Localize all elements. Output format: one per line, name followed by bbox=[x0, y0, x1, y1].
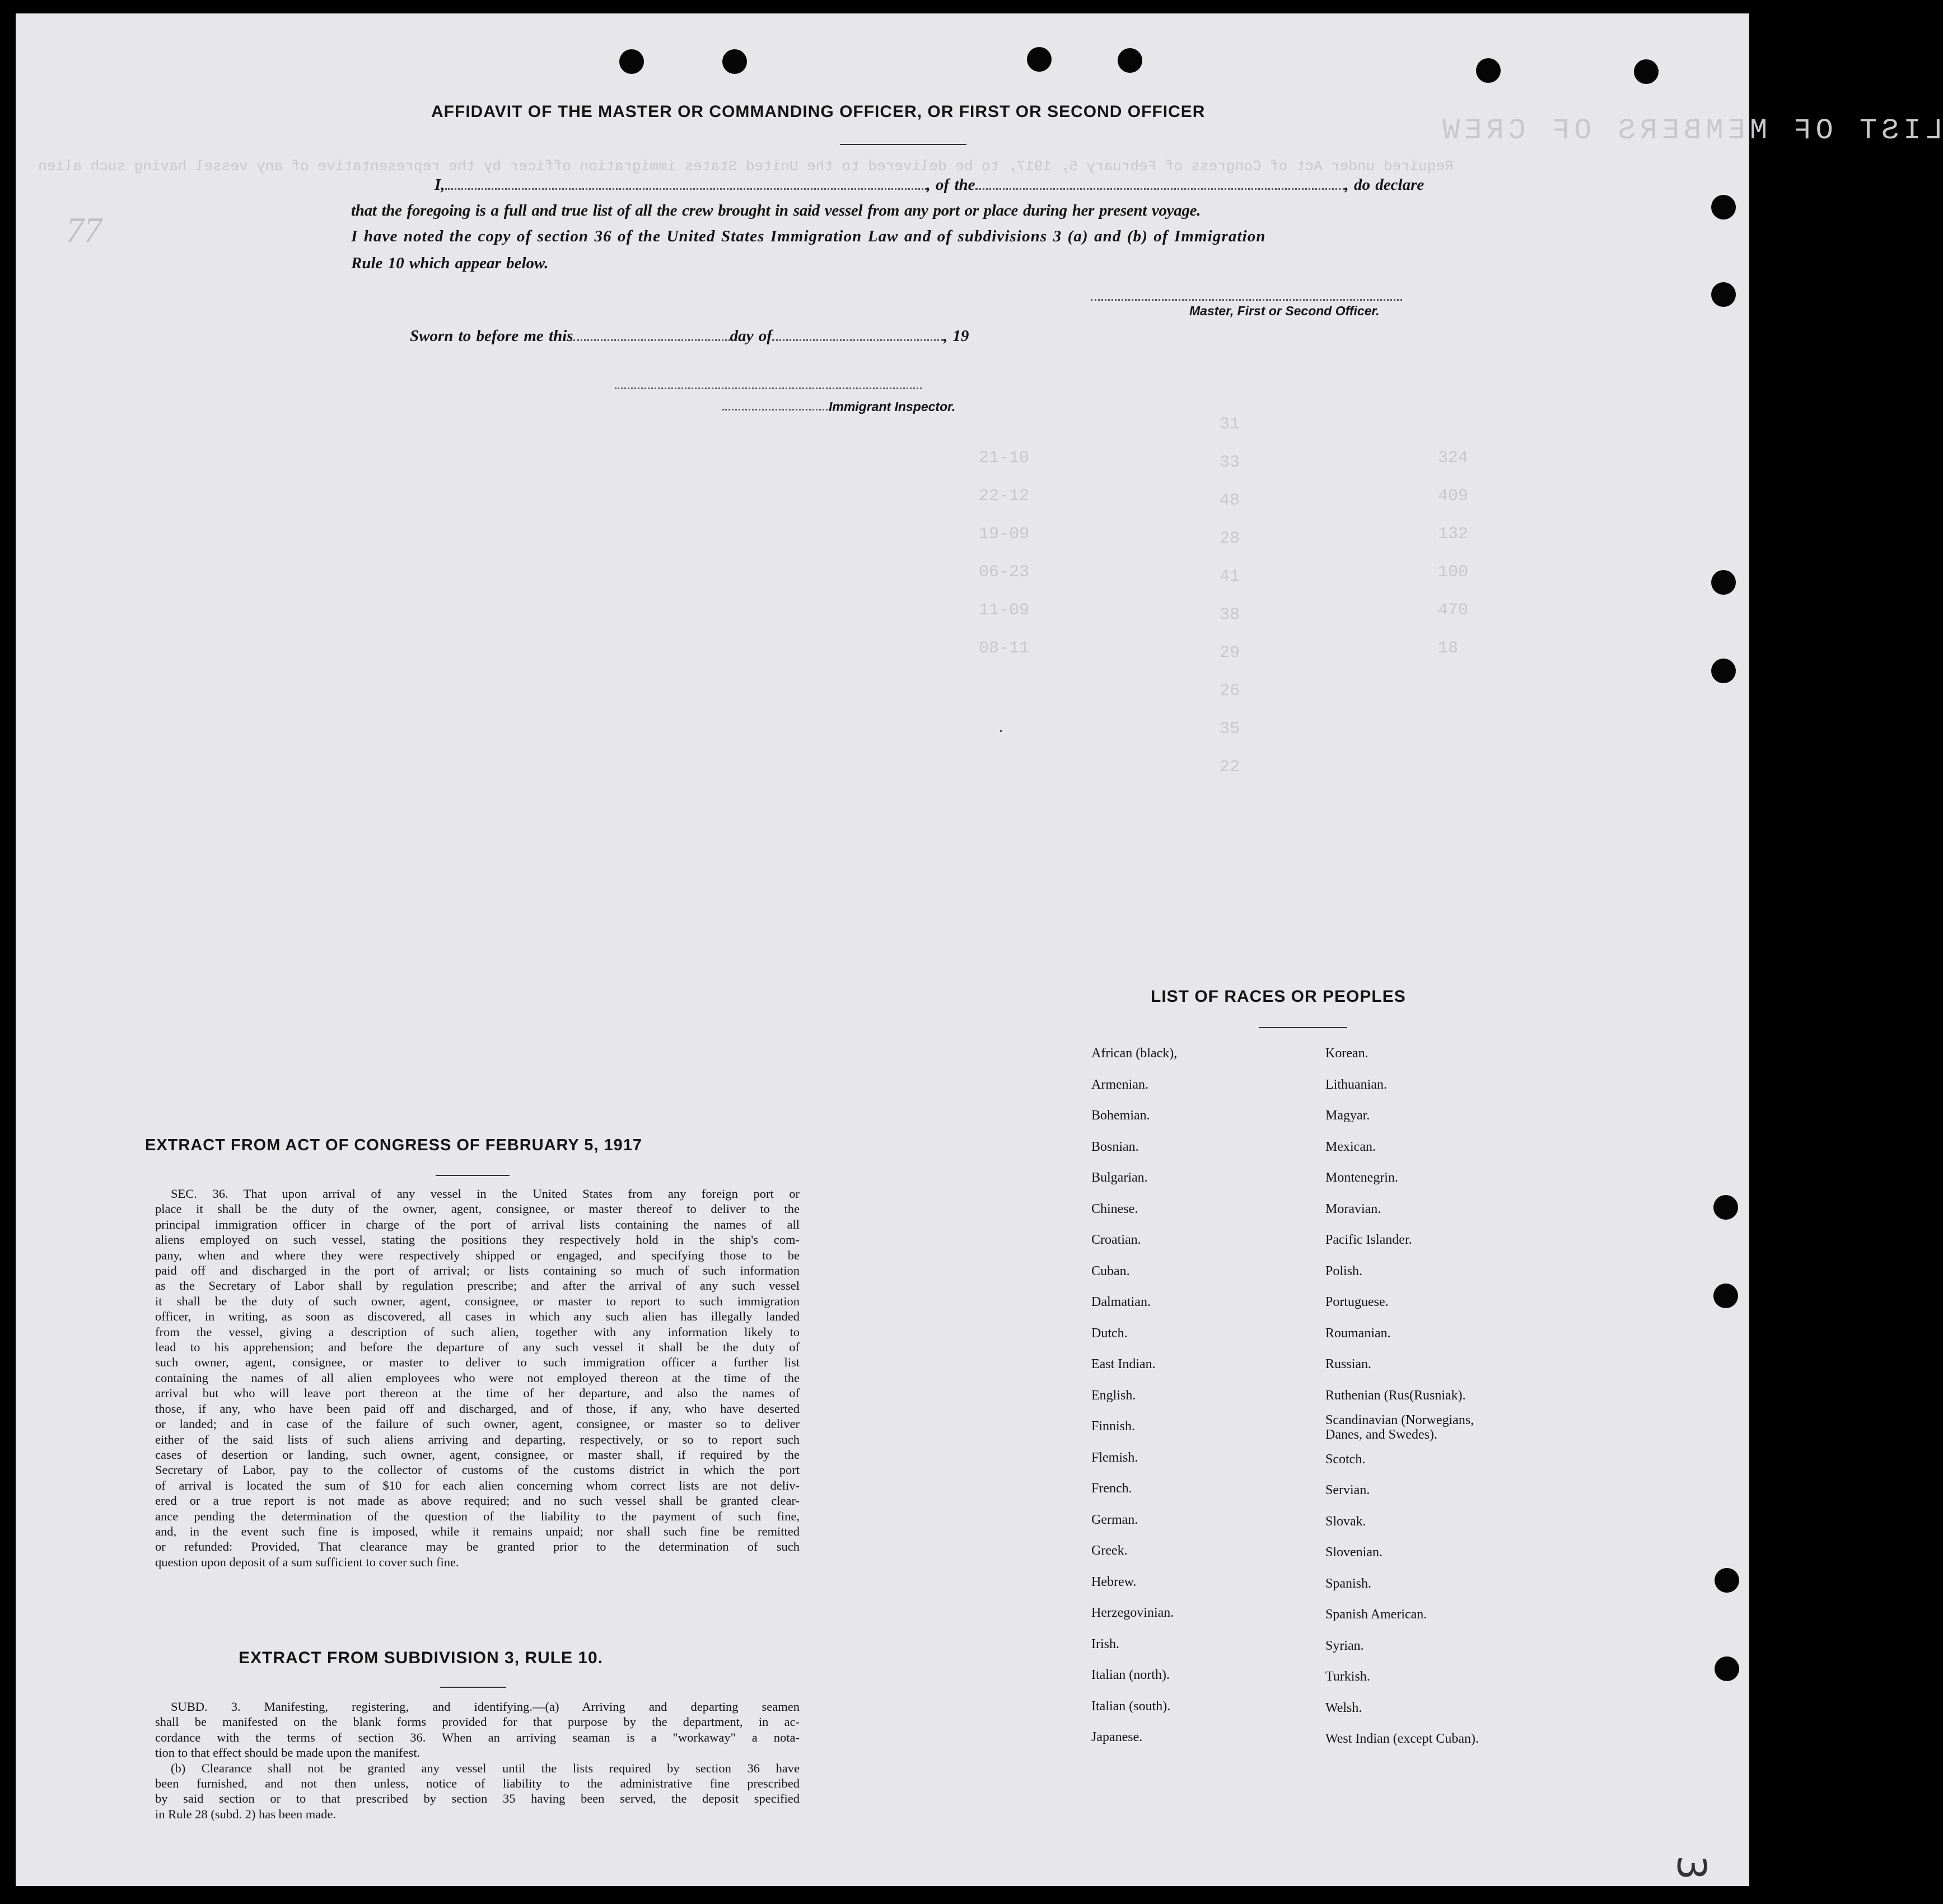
race-item: Flemish. bbox=[1091, 1450, 1138, 1465]
race-item: Spanish. bbox=[1325, 1576, 1372, 1591]
affidavit-line-4: Rule 10 which appear below. bbox=[351, 254, 549, 272]
sworn-day-blank[interactable] bbox=[573, 339, 730, 341]
race-item: Montenegrin. bbox=[1325, 1170, 1398, 1185]
race-item: Bosnian. bbox=[1091, 1139, 1139, 1154]
section-36-line: paid off and discharged in the port of arrival; or lists containing so much of such information bbox=[155, 1263, 800, 1278]
subdivision-3-line: by said section or to that prescribed by section 35 having been served, the deposit specified bbox=[155, 1791, 800, 1806]
race-item: Irish. bbox=[1091, 1636, 1119, 1651]
race-item: Croatian. bbox=[1091, 1233, 1141, 1247]
race-item: Cuban. bbox=[1091, 1263, 1130, 1278]
section-36-line: principal immigration officer in charge of the port of arrival lists containing the names of all bbox=[155, 1217, 800, 1231]
sworn-month-blank[interactable] bbox=[772, 339, 944, 341]
race-item: African (black), bbox=[1091, 1046, 1178, 1061]
subdivision-3-line: in Rule 28 (subd. 2) has been made. bbox=[155, 1807, 337, 1821]
race-item: Spanish American. bbox=[1325, 1607, 1427, 1622]
bleed-through-text: 324 409 132 100 470 18 bbox=[1438, 449, 1469, 658]
title-divider bbox=[840, 144, 966, 145]
races-list-left bbox=[1091, 1038, 1177, 1753]
punch-hole bbox=[1634, 59, 1659, 84]
race-item: Dutch. bbox=[1091, 1326, 1128, 1341]
document-page bbox=[16, 13, 1943, 1886]
race-item: German. bbox=[1091, 1512, 1138, 1527]
sworn-line: Sworn to before me this day of , 19 bbox=[410, 327, 969, 345]
subdivision-3-line: been furnished, and not then unless, notice of liability to the administrative fine prescribed bbox=[155, 1776, 800, 1791]
subdivision-3-text bbox=[155, 1699, 800, 1822]
subdivision-3-line: shall be manifested on the blank forms provided for that purpose by the department, in ac- bbox=[155, 1715, 800, 1729]
section-36-line: arrival but who will leave port thereon at the time of her departure, and also the names of bbox=[155, 1386, 800, 1401]
race-item: Magyar. bbox=[1325, 1108, 1370, 1123]
race-item: French. bbox=[1091, 1481, 1132, 1496]
section-36-line: Secretary of Labor, pay to the collector of customs of the customs district in which the port bbox=[155, 1463, 800, 1477]
races-title: LIST OF RACES OR PEOPLES bbox=[1151, 987, 1406, 1006]
affidavit-line-2: that the foregoing is a full and true list of all the crew brought in said vessel from any port or place during her present voyage. bbox=[351, 202, 1201, 220]
race-item: Chinese. bbox=[1091, 1201, 1138, 1216]
race-item: Finnish. bbox=[1091, 1419, 1136, 1434]
race-item: Greek. bbox=[1091, 1543, 1128, 1558]
bleed-through-text: 21-10 22-12 19-09 06-23 11-09 08-11 bbox=[979, 449, 1030, 658]
affidavit-line-1: I, , of the , do declare bbox=[435, 176, 1424, 194]
affidavit-line-3: I have noted the copy of section 36 of the United States Immigration Law and of subdivisions 3 (a) and (b) of Immigration bbox=[351, 227, 1266, 245]
race-item: Russian. bbox=[1325, 1357, 1372, 1371]
section-36-line: those, if any, who have been paid off and discharged, and of those, if any, who have deserted bbox=[155, 1401, 800, 1416]
race-item: East Indian. bbox=[1091, 1357, 1156, 1371]
punch-hole bbox=[722, 49, 747, 74]
vessel-blank[interactable] bbox=[975, 188, 1345, 190]
race-item: Bulgarian. bbox=[1091, 1170, 1148, 1185]
punch-hole bbox=[1713, 1195, 1738, 1220]
race-item: Lithuanian. bbox=[1325, 1077, 1387, 1092]
race-item: Pacific Islander. bbox=[1325, 1233, 1412, 1247]
race-item: Portuguese. bbox=[1325, 1295, 1389, 1309]
race-item: Hebrew. bbox=[1091, 1574, 1137, 1589]
section-36-line: either of the said lists of such aliens arriving and departing, respectively, or so to report such bbox=[155, 1432, 800, 1446]
race-item: Mexican. bbox=[1325, 1139, 1376, 1154]
race-item: Slovenian. bbox=[1325, 1545, 1382, 1560]
punch-hole bbox=[1711, 195, 1736, 220]
race-item: English. bbox=[1091, 1388, 1136, 1403]
punch-hole bbox=[1711, 282, 1736, 307]
section-36-line: cases of desertion or landing, such owner, agent, consignee, or master shall, if required by the bbox=[155, 1447, 800, 1462]
race-item: Herzegovinian. bbox=[1091, 1606, 1174, 1620]
punch-hole bbox=[1715, 1568, 1739, 1593]
name-blank[interactable] bbox=[445, 188, 927, 190]
inspector-label: Immigrant Inspector. bbox=[829, 399, 956, 414]
section-36-line: such owner, agent, consignee, or master to deliver to such immigration officer a further list bbox=[155, 1355, 800, 1370]
punch-hole bbox=[1711, 659, 1736, 683]
handwritten-page-number: 3 bbox=[1668, 1855, 1715, 1880]
races-title-divider bbox=[1259, 1027, 1347, 1028]
race-item: Turkish. bbox=[1325, 1669, 1370, 1684]
race-item: Servian. bbox=[1325, 1483, 1370, 1497]
race-item: Dalmatian. bbox=[1091, 1295, 1151, 1309]
punch-hole bbox=[1027, 47, 1052, 72]
punch-hole bbox=[1476, 58, 1501, 83]
race-item: Japanese. bbox=[1091, 1730, 1143, 1744]
section-36-line: it shall be the duty of such owner, agent, consignee, or master to report to such immigration bbox=[155, 1294, 800, 1308]
punch-hole bbox=[619, 49, 644, 74]
section-36-line: from the vessel, giving a description of such alien, together with any information likely to bbox=[155, 1324, 800, 1339]
punch-hole bbox=[1715, 1656, 1739, 1681]
act-title-divider bbox=[436, 1175, 510, 1176]
race-item: Slovak. bbox=[1325, 1514, 1366, 1529]
subdivision-3-line: cordance with the terms of section 36. When an arriving seaman is a "workaway" a nota- bbox=[155, 1730, 800, 1744]
inspector-signature-line[interactable] bbox=[615, 388, 922, 389]
section-36-line: or refunded: Provided, That clearance may be granted prior to the determination of such bbox=[155, 1539, 800, 1554]
punch-hole bbox=[1711, 570, 1736, 595]
bleed-through-text: Required under Act of Congress of February 5, 1917, to be delivered to the United States immigration officer by the representative of any vessel having such alien bbox=[38, 158, 1454, 175]
race-item: West Indian (except Cuban). bbox=[1325, 1732, 1479, 1746]
race-item: Bohemian. bbox=[1091, 1108, 1150, 1123]
speck bbox=[1000, 730, 1002, 732]
rule-extract-title: EXTRACT FROM SUBDIVISION 3, RULE 10. bbox=[239, 1649, 604, 1667]
section-36-line: as the Secretary of Labor shall by regulation prescribe; and after the arrival of any such vessel bbox=[155, 1278, 800, 1293]
section-36-line: officer, in writing, as soon as discovered, all cases in which any such alien has illegally landed bbox=[155, 1309, 800, 1324]
race-item: Moravian. bbox=[1325, 1201, 1381, 1216]
section-36-line: ance pending the determination of the question of the liability to the payment of such fine, bbox=[155, 1509, 800, 1523]
rule-title-divider bbox=[440, 1687, 506, 1688]
section-36-line: SEC. 36. That upon arrival of any vessel in the United States from any foreign port or bbox=[171, 1187, 800, 1201]
page-number-mark: 77 bbox=[66, 210, 102, 250]
punch-hole bbox=[1118, 48, 1142, 73]
race-item: Welsh. bbox=[1325, 1700, 1362, 1715]
race-item: Italian (south). bbox=[1091, 1698, 1171, 1714]
subdivision-3-line: tion to that effect should be made upon the manifest. bbox=[155, 1746, 421, 1760]
affidavit-title: AFFIDAVIT OF THE MASTER OR COMMANDING OFFICER, OR FIRST OR SECOND OFFICER bbox=[431, 102, 1206, 121]
subdivision-3-line: (b) Clearance shall not be granted any vessel until the lists required by section 36 have bbox=[171, 1761, 800, 1775]
section-36-line: aliens employed on such vessel, stating the positions they respectively hold in the ship's com- bbox=[155, 1233, 800, 1247]
bleed-through-text: 31 33 48 28 41 38 29 26 35 22 bbox=[1220, 415, 1240, 777]
race-item: Ruthenian (Rus(Rusniak). bbox=[1325, 1388, 1466, 1403]
race-item: Korean. bbox=[1325, 1046, 1368, 1061]
race-item: Roumanian. bbox=[1325, 1326, 1391, 1341]
bleed-through-text: LIST OF MEMBERS OF CREW bbox=[1438, 114, 1943, 147]
races-list-right bbox=[1325, 1038, 1479, 1755]
race-item: Scandinavian (Norwegians, Danes, and Swedes). bbox=[1325, 1413, 1474, 1442]
section-36-line: place it shall be the duty of the owner, agent, consignee, or master thereof to deliver to the bbox=[155, 1202, 800, 1216]
master-signature-label: Master, First or Second Officer. bbox=[1189, 304, 1380, 318]
section-36-line: ered or a true report is not made as above required; and no such vessel shall be granted clear- bbox=[155, 1494, 800, 1508]
subdivision-3-line: SUBD. 3. Manifesting, registering, and identifying.—(a) Arriving and departing seamen bbox=[171, 1700, 800, 1714]
punch-hole bbox=[1713, 1284, 1738, 1308]
race-item: Polish. bbox=[1325, 1263, 1363, 1278]
race-item: Armenian. bbox=[1091, 1077, 1148, 1092]
section-36-text bbox=[155, 1186, 800, 1570]
race-item: Italian (north). bbox=[1091, 1668, 1170, 1682]
section-36-line: and, in the event such fine is imposed, while it remains unpaid; nor shall such fine be remitted bbox=[155, 1524, 800, 1538]
race-item: Syrian. bbox=[1325, 1638, 1364, 1653]
section-36-line: question upon deposit of a sum sufficient to cover such fine. bbox=[155, 1555, 459, 1569]
inspector-signature-line-lower[interactable] bbox=[722, 409, 828, 410]
section-36-line: lead to his apprehension; and before the departure of any such vessel it shall be the duty of bbox=[155, 1340, 800, 1355]
master-signature-line[interactable] bbox=[1091, 299, 1402, 301]
race-item: Scotch. bbox=[1325, 1452, 1366, 1467]
section-36-line: or landed; and in case of the failure of such owner, agent, consignee, or master so to deliver bbox=[155, 1417, 800, 1431]
section-36-line: pany, when and where they were respectively shipped or engaged, and specifying those to be bbox=[155, 1248, 800, 1262]
section-36-line: of arrival is located the sum of $10 for each alien concerning whom correct lists are not deliv- bbox=[155, 1478, 800, 1492]
section-36-line: containing the names of all alien employees who were not employed thereon at the time of the bbox=[155, 1370, 800, 1385]
act-extract-title: EXTRACT FROM ACT OF CONGRESS OF FEBRUARY 5, 1917 bbox=[145, 1136, 643, 1154]
